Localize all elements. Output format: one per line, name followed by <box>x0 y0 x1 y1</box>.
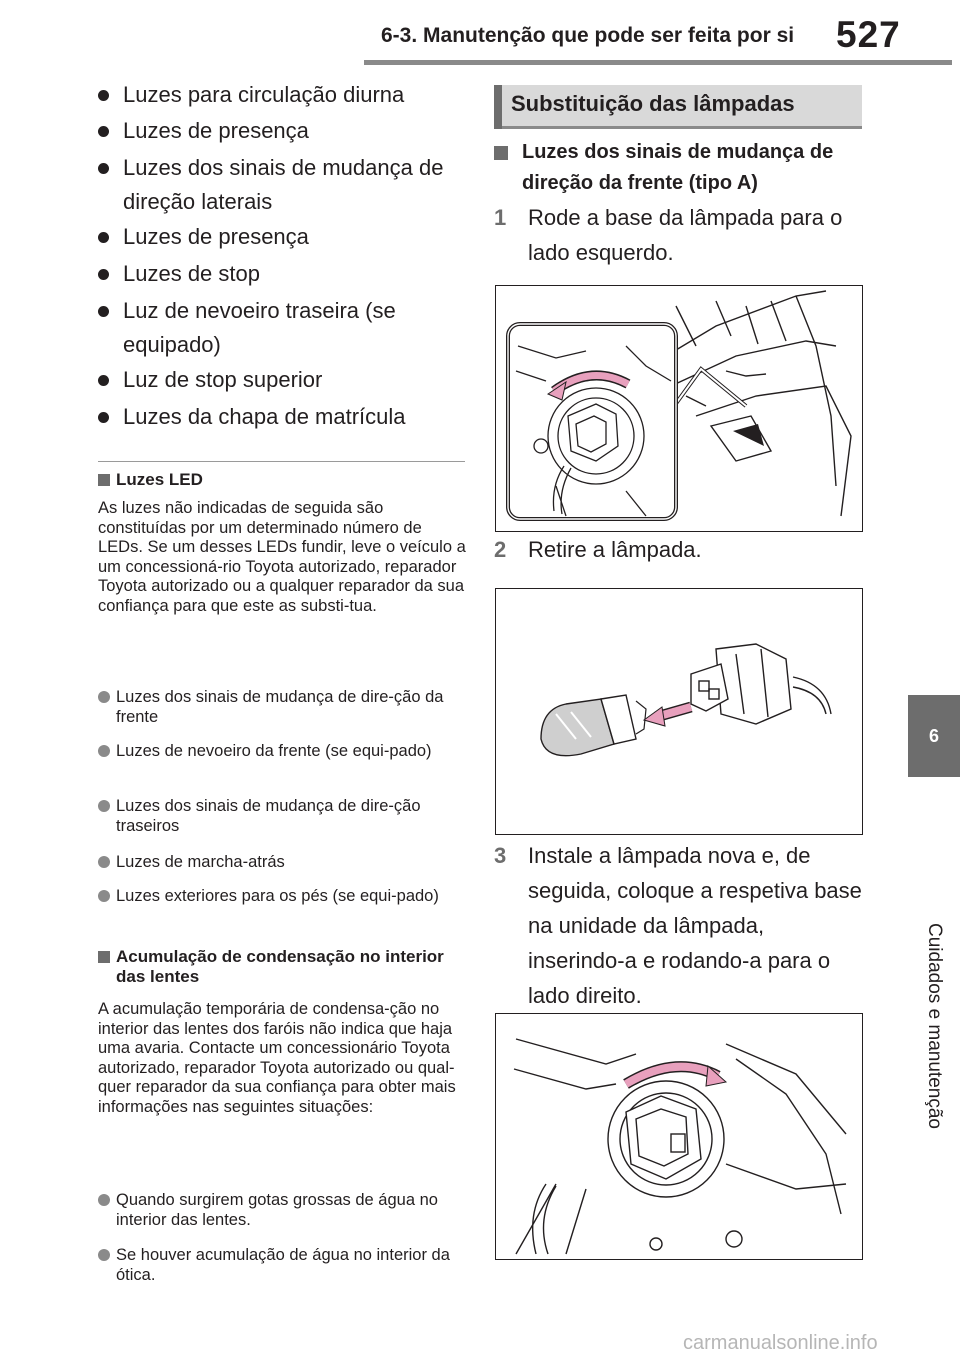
bullet-dot-icon <box>98 232 109 243</box>
bullet-dot-icon <box>98 90 109 101</box>
step-number: 2 <box>494 537 507 562</box>
bullet-item: Luzes de presença <box>98 114 473 148</box>
step-number: 1 <box>494 205 507 230</box>
square-bullet-icon <box>494 146 508 160</box>
condensation-list-item: Quando surgirem gotas grossas de água no interior das lentes. <box>98 1191 468 1230</box>
circle-bullet-icon <box>98 800 110 812</box>
led-list-item: Luzes de marcha-atrás <box>98 853 468 873</box>
bullet-dot-icon <box>98 412 109 423</box>
bullet-item: Luzes de presença <box>98 220 473 254</box>
procedure-heading: Luzes dos sinais de mudança de direção da frente (tipo A) <box>494 137 864 199</box>
condensation-list-item: Se houver acumulação de água no interior da ótica. <box>98 1246 468 1285</box>
led-list-item: Luzes dos sinais de mudança de dire-ção da frente <box>98 688 468 727</box>
divider <box>98 461 465 462</box>
section-title-bar <box>494 85 502 129</box>
bullet-item: Luzes para circulação diurna <box>98 78 473 112</box>
condensation-paragraph: A acumulação temporária de condensa-ção no interior das lentes dos faróis não indica que haja uma avaria. Contacte um concessionário Toyota autorizado, reparador Toyota autorizado ou qual-quer reparador da sua confiança para obter mais informações nas seguintes situações: <box>98 1000 456 1116</box>
bullet-item: Luz de stop superior <box>98 363 473 397</box>
circle-bullet-icon <box>98 1194 110 1206</box>
header-rule <box>364 60 952 65</box>
bullet-dot-icon <box>98 269 109 280</box>
figure-install-bulb <box>495 1013 863 1260</box>
led-list-item: Luzes exteriores para os pés (se equi-pado) <box>98 887 468 907</box>
section-title-box <box>494 85 862 129</box>
condensation-heading: Acumulação de condensação no interior das lentes <box>98 947 468 987</box>
step-text: Retire a lâmpada. <box>528 537 702 562</box>
bullet-item: Luz de nevoeiro traseira (se equipado) <box>98 294 473 362</box>
bullet-dot-icon <box>98 126 109 137</box>
led-heading: Luzes LED <box>98 470 468 490</box>
bullet-dot-icon <box>98 163 109 174</box>
circle-bullet-icon <box>98 856 110 868</box>
bullet-item: Luzes de stop <box>98 257 473 291</box>
circle-bullet-icon <box>98 745 110 757</box>
circle-bullet-icon <box>98 1249 110 1261</box>
chapter-label: Cuidados e manutenção <box>924 923 945 1129</box>
step-1 <box>494 200 864 270</box>
figure-rotate-bulb-base <box>495 285 863 532</box>
bullet-item: Luzes da chapa de matrícula <box>98 400 473 434</box>
figure-remove-bulb <box>495 588 863 835</box>
bullet-dot-icon <box>98 375 109 386</box>
section-title: Substituição das lâmpadas <box>511 91 795 116</box>
step-3 <box>494 838 864 1013</box>
section-header-title: 6-3. Manutenção que pode ser feita por si <box>381 24 795 47</box>
led-list-item: Luzes de nevoeiro da frente (se equi-pado) <box>98 742 468 762</box>
square-bullet-icon <box>98 474 110 486</box>
led-list-item: Luzes dos sinais de mudança de dire-ção traseiros <box>98 797 468 836</box>
chapter-tab[interactable]: 6 <box>908 695 960 777</box>
bulb-removal-illustration <box>496 589 862 834</box>
square-bullet-icon <box>98 951 110 963</box>
page-number: 527 <box>836 14 901 55</box>
bullet-item: Luzes dos sinais de mudança de direção laterais <box>98 151 473 219</box>
bullet-dot-icon <box>98 306 109 317</box>
step-2 <box>494 532 864 567</box>
step-text: Instale a lâmpada nova e, de seguida, coloque a respetiva base na unidade da lâmpada, inserindo-a e rodando-a para o lado direito. <box>528 843 862 1008</box>
step-number: 3 <box>494 843 507 868</box>
bulb-install-illustration <box>496 1014 862 1259</box>
watermark: carmanualsonline.info <box>683 1332 878 1354</box>
step-text: Rode a base da lâmpada para o lado esquerdo. <box>528 205 843 265</box>
circle-bullet-icon <box>98 691 110 703</box>
circle-bullet-icon <box>98 890 110 902</box>
headlight-rotate-illustration <box>496 286 862 531</box>
led-paragraph: As luzes não indicadas de seguida são constituídas por um determinado número de LEDs. Se um desses LEDs fundir, leve o veículo a um concessioná-rio Toyota autorizado, reparador Toyota autorizado ou a qualquer reparador da sua confiança para que este as substi-tua. <box>98 499 466 615</box>
